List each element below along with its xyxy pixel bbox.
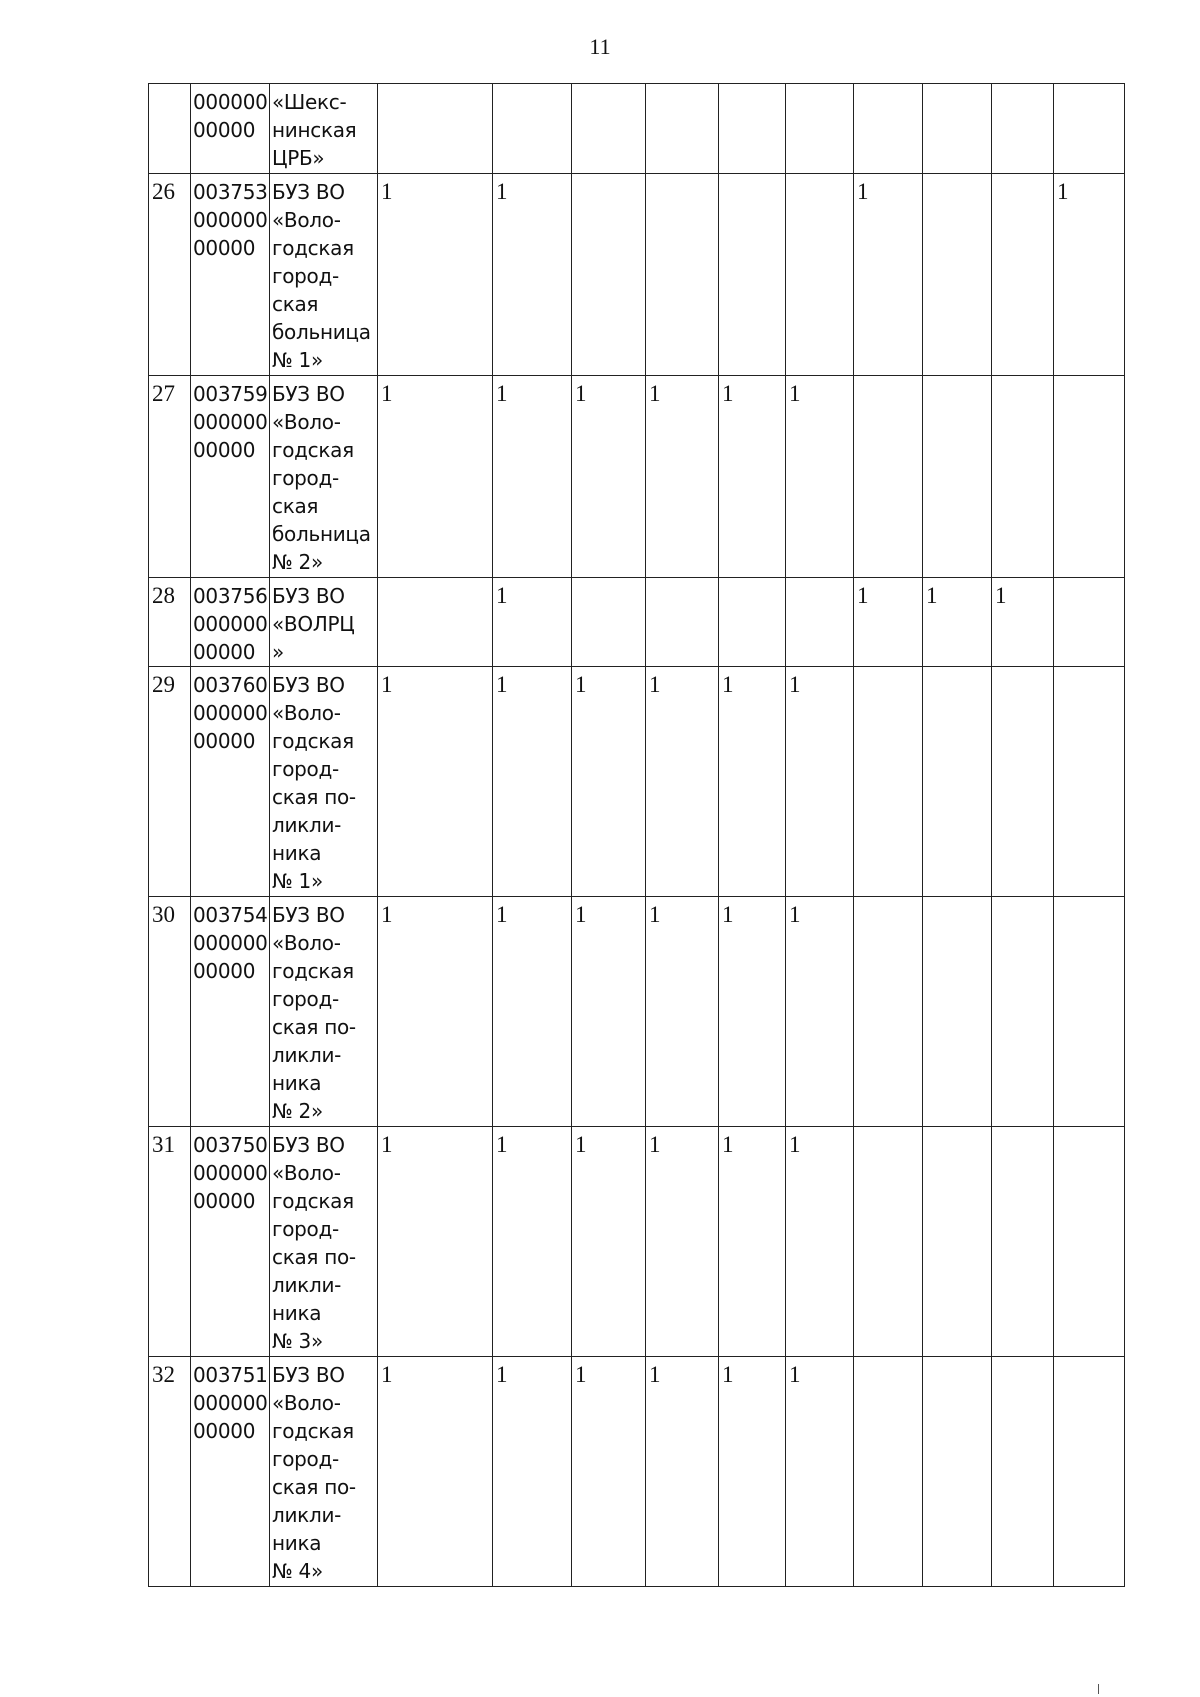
- mark-cell: 1: [378, 897, 493, 1127]
- mark-cell: [646, 84, 719, 174]
- registry-code-line: 00000: [193, 118, 256, 142]
- mark-cell: 1: [854, 578, 923, 667]
- institution-name-line: № 1»: [272, 869, 323, 893]
- mark-cell: [923, 376, 992, 578]
- institution-name-line: «Воло-: [272, 1161, 341, 1185]
- mark-cell: 1: [572, 667, 646, 897]
- mark-cell: [786, 84, 854, 174]
- institution-name-line: город-: [272, 987, 339, 1011]
- mark-cell: 1: [378, 1357, 493, 1587]
- institution-name-line: ника: [272, 841, 322, 865]
- mark-cell: [646, 174, 719, 376]
- institution-name-line: № 1»: [272, 348, 323, 372]
- mark-cell: [719, 578, 786, 667]
- registry-code-cell: [191, 1357, 270, 1587]
- registry-code-line: 003753: [193, 180, 268, 204]
- mark-cell: 1: [786, 1127, 854, 1357]
- mark-cell: [992, 667, 1054, 897]
- institution-name-line: БУЗ ВО: [272, 382, 345, 406]
- institution-name-line: БУЗ ВО: [272, 673, 345, 697]
- mark-cell: [1054, 1127, 1125, 1357]
- mark-cell: [1054, 376, 1125, 578]
- mark-cell: [1054, 667, 1125, 897]
- institution-name-line: БУЗ ВО: [272, 1133, 345, 1157]
- mark-cell: 1: [719, 1127, 786, 1357]
- table-row: [149, 84, 1125, 174]
- registry-code-line: 003754: [193, 903, 268, 927]
- institution-name-line: БУЗ ВО: [272, 584, 345, 608]
- row-number-cell: 27: [149, 376, 191, 578]
- institution-name-line: «Воло-: [272, 1391, 341, 1415]
- mark-cell: [992, 897, 1054, 1127]
- institution-name-line: ника: [272, 1531, 322, 1555]
- institution-name-cell: [270, 1127, 378, 1357]
- mark-cell: [1054, 1357, 1125, 1587]
- institution-name-line: город-: [272, 1447, 339, 1471]
- institution-name-line: ская: [272, 292, 319, 316]
- registry-code-line: 003751: [193, 1363, 268, 1387]
- mark-cell: 1: [646, 1357, 719, 1587]
- institution-name-line: годская: [272, 438, 354, 462]
- mark-cell: 1: [786, 667, 854, 897]
- mark-cell: [992, 174, 1054, 376]
- institution-name-line: город-: [272, 466, 339, 490]
- mark-cell: 1: [646, 667, 719, 897]
- mark-cell: [923, 1357, 992, 1587]
- row-number-cell: 28: [149, 578, 191, 667]
- registry-code-line: 00000: [193, 959, 256, 983]
- registry-code-line: 00000: [193, 1419, 256, 1443]
- registry-code-line: 000000: [193, 208, 268, 232]
- institution-name-cell: [270, 1357, 378, 1587]
- mark-cell: [992, 1127, 1054, 1357]
- institution-name-line: «Воло-: [272, 410, 341, 434]
- mark-cell: 1: [378, 667, 493, 897]
- mark-cell: [786, 578, 854, 667]
- registry-code-line: 00000: [193, 1189, 256, 1213]
- institution-name-line: город-: [272, 1217, 339, 1241]
- mark-cell: 1: [1054, 174, 1125, 376]
- mark-cell: 1: [493, 667, 572, 897]
- institution-name-cell: [270, 897, 378, 1127]
- scan-mark: [1098, 1684, 1099, 1694]
- institution-name-line: № 2»: [272, 1099, 323, 1123]
- mark-cell: [923, 174, 992, 376]
- mark-cell: 1: [786, 376, 854, 578]
- mark-cell: 1: [378, 1127, 493, 1357]
- mark-cell: 1: [646, 376, 719, 578]
- row-number-cell: 31: [149, 1127, 191, 1357]
- mark-cell: 1: [378, 174, 493, 376]
- registry-code-line: 003750: [193, 1133, 268, 1157]
- mark-cell: 1: [378, 376, 493, 578]
- row-number-cell: 29: [149, 667, 191, 897]
- institution-name-line: БУЗ ВО: [272, 180, 345, 204]
- mark-cell: [378, 578, 493, 667]
- institution-name-line: «Шекс-: [272, 90, 347, 114]
- mark-cell: [719, 84, 786, 174]
- institution-name-line: больница: [272, 320, 371, 344]
- mark-cell: [992, 1357, 1054, 1587]
- mark-cell: [572, 84, 646, 174]
- institution-name-line: годская: [272, 729, 354, 753]
- row-number-cell: [149, 84, 191, 174]
- mark-cell: 1: [493, 1357, 572, 1587]
- registry-code-line: 00000: [193, 438, 256, 462]
- mark-cell: [992, 84, 1054, 174]
- registry-code-cell: [191, 667, 270, 897]
- institution-name-line: больница: [272, 522, 371, 546]
- institution-name-line: «Воло-: [272, 701, 341, 725]
- institution-name-line: город-: [272, 757, 339, 781]
- registry-code-line: 000000: [193, 90, 268, 114]
- registry-code-line: 00000: [193, 236, 256, 260]
- registry-code-cell: [191, 376, 270, 578]
- mark-cell: [854, 897, 923, 1127]
- institution-name-line: № 2»: [272, 550, 323, 574]
- institution-name-cell: [270, 376, 378, 578]
- institution-name-line: ская по-: [272, 785, 356, 809]
- institution-name-line: ликли-: [272, 1273, 342, 1297]
- mark-cell: 1: [923, 578, 992, 667]
- registry-code-line: 00000: [193, 640, 256, 664]
- mark-cell: [646, 578, 719, 667]
- institution-name-line: БУЗ ВО: [272, 1363, 345, 1387]
- row-number-cell: 30: [149, 897, 191, 1127]
- row-number-cell: 32: [149, 1357, 191, 1587]
- mark-cell: [1054, 897, 1125, 1127]
- mark-cell: 1: [992, 578, 1054, 667]
- mark-cell: 1: [719, 897, 786, 1127]
- mark-cell: [854, 1357, 923, 1587]
- institution-name-cell: [270, 667, 378, 897]
- institution-name-line: нинская: [272, 118, 357, 142]
- mark-cell: [923, 84, 992, 174]
- mark-cell: [854, 84, 923, 174]
- mark-cell: [854, 376, 923, 578]
- registry-code-line: 003759: [193, 382, 268, 406]
- institution-name-line: ская: [272, 494, 319, 518]
- table-body: [149, 84, 1125, 1587]
- mark-cell: [923, 1127, 992, 1357]
- mark-cell: 1: [719, 667, 786, 897]
- table-row: [149, 174, 1125, 376]
- mark-cell: 1: [572, 1357, 646, 1587]
- page-number: 11: [589, 34, 611, 59]
- mark-cell: 1: [493, 376, 572, 578]
- mark-cell: 1: [854, 174, 923, 376]
- mark-cell: 1: [786, 1357, 854, 1587]
- registry-code-line: 000000: [193, 1161, 268, 1185]
- institution-name-line: «ВОЛРЦ: [272, 612, 355, 636]
- mark-cell: 1: [646, 1127, 719, 1357]
- institution-name-cell: [270, 84, 378, 174]
- table-row: [149, 578, 1125, 667]
- mark-cell: [786, 174, 854, 376]
- registry-code-line: 000000: [193, 931, 268, 955]
- institution-name-line: ликли-: [272, 813, 342, 837]
- registry-code-line: 000000: [193, 701, 268, 725]
- mark-cell: [1054, 84, 1125, 174]
- mark-cell: 1: [786, 897, 854, 1127]
- mark-cell: [572, 174, 646, 376]
- mark-cell: [923, 897, 992, 1127]
- mark-cell: [854, 1127, 923, 1357]
- registry-code-line: 000000: [193, 410, 268, 434]
- mark-cell: [719, 174, 786, 376]
- row-number-cell: 26: [149, 174, 191, 376]
- institution-name-line: ника: [272, 1071, 322, 1095]
- mark-cell: 1: [493, 897, 572, 1127]
- registry-code-cell: [191, 578, 270, 667]
- registry-code-cell: [191, 1127, 270, 1357]
- table-row: [149, 1357, 1125, 1587]
- table-row: [149, 667, 1125, 897]
- mark-cell: 1: [719, 1357, 786, 1587]
- institution-name-line: ская по-: [272, 1475, 356, 1499]
- table-row: [149, 376, 1125, 578]
- registry-code-cell: [191, 174, 270, 376]
- table-row: [149, 1127, 1125, 1357]
- mark-cell: 1: [493, 578, 572, 667]
- institution-name-line: годская: [272, 959, 354, 983]
- institution-name-line: годская: [272, 236, 354, 260]
- institution-name-line: ликли-: [272, 1043, 342, 1067]
- institution-name-line: ника: [272, 1301, 322, 1325]
- institution-name-line: ская по-: [272, 1015, 356, 1039]
- institution-name-line: ЦРБ»: [272, 146, 325, 170]
- institution-name-line: ликли-: [272, 1503, 342, 1527]
- registry-code-line: 000000: [193, 612, 268, 636]
- mark-cell: [1054, 578, 1125, 667]
- institution-name-line: «Воло-: [272, 208, 341, 232]
- registry-code-cell: [191, 84, 270, 174]
- registry-code-line: 00000: [193, 729, 256, 753]
- registry-code-line: 000000: [193, 1391, 268, 1415]
- mark-cell: [378, 84, 493, 174]
- registry-code-line: 003756: [193, 584, 268, 608]
- institution-name-line: «Воло-: [272, 931, 341, 955]
- institution-name-line: ская по-: [272, 1245, 356, 1269]
- mark-cell: [493, 84, 572, 174]
- institution-name-line: № 4»: [272, 1559, 323, 1583]
- institution-name-line: город-: [272, 264, 339, 288]
- mark-cell: 1: [646, 897, 719, 1127]
- table-row: [149, 897, 1125, 1127]
- registry-code-cell: [191, 897, 270, 1127]
- institution-name-line: годская: [272, 1189, 354, 1213]
- mark-cell: [923, 667, 992, 897]
- institution-name-line: БУЗ ВО: [272, 903, 345, 927]
- mark-cell: 1: [572, 376, 646, 578]
- institution-name-line: »: [272, 640, 284, 664]
- institution-name-cell: [270, 174, 378, 376]
- mark-cell: 1: [719, 376, 786, 578]
- mark-cell: 1: [572, 1127, 646, 1357]
- institutions-table: [148, 83, 1125, 1587]
- mark-cell: [572, 578, 646, 667]
- mark-cell: [854, 667, 923, 897]
- mark-cell: 1: [493, 174, 572, 376]
- institution-name-line: № 3»: [272, 1329, 323, 1353]
- mark-cell: 1: [572, 897, 646, 1127]
- mark-cell: [992, 376, 1054, 578]
- institution-name-cell: [270, 578, 378, 667]
- registry-code-line: 003760: [193, 673, 268, 697]
- institution-name-line: годская: [272, 1419, 354, 1443]
- mark-cell: 1: [493, 1127, 572, 1357]
